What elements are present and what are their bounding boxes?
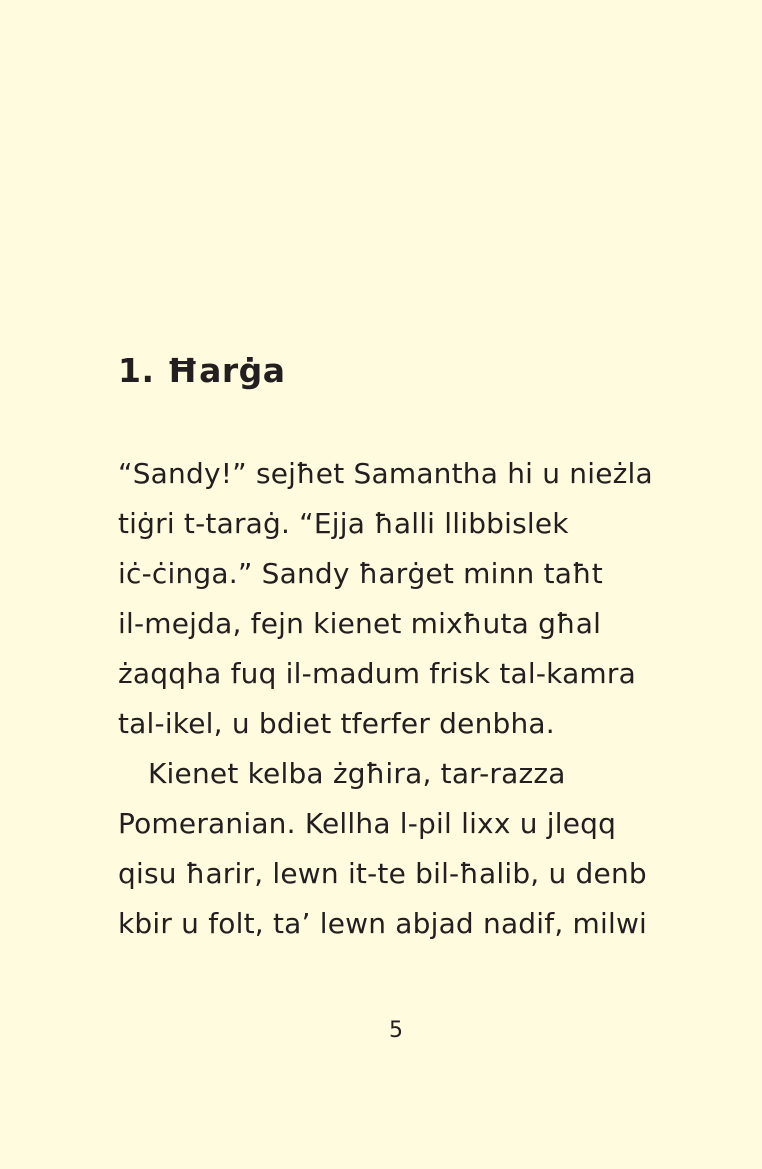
- body-line-3: iċ-ċinga.” Sandy ħarġet minn taħt: [118, 557, 603, 590]
- chapter-title: 1. Ħarġa: [118, 351, 286, 390]
- body-line-4: il-mejda, fejn kienet mixħuta għal: [118, 607, 602, 640]
- body-line-7: Kienet kelba żgħira, tar-razza: [148, 757, 566, 790]
- chapter-body: [118, 449, 658, 949]
- body-line-5: żaqqha fuq il-madum frisk tal-kamra: [118, 657, 636, 690]
- page-number: 5: [389, 1018, 403, 1043]
- body-line-6: tal-ikel, u bdiet tferfer denbha.: [118, 707, 555, 740]
- body-line-2: tiġri t-taraġ. “Ejja ħalli llibbislek: [118, 507, 569, 540]
- body-line-10: kbir u folt, ta’ lewn abjad nadif, milwi: [118, 907, 648, 940]
- body-line-1: “Sandy!” sejħet Samantha hi u nieżla: [118, 457, 653, 490]
- body-line-9: qisu ħarir, lewn it-te bil-ħalib, u denb: [118, 857, 647, 890]
- body-line-8: Pomeranian. Kellha l-pil lixx u jleqq: [118, 807, 617, 840]
